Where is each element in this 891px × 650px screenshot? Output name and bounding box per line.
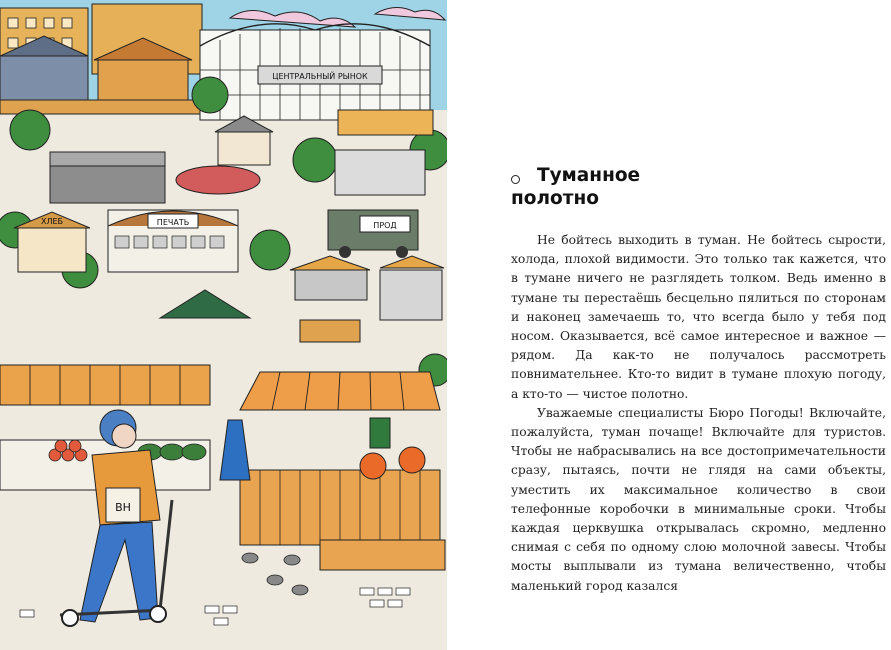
pumpkin <box>360 453 386 479</box>
orange-awning <box>338 110 433 135</box>
grey-house <box>0 56 88 102</box>
paragraph: Не бойтесь выходить в туман. Не бойтесь сырости, холода, плохой видимости. Это только так кажется, что в тумане ничего не разглядеть толком. Ведь именно в тумане ты перестаёшь бесцельно пялиться по сторонам и наконец замечаешь то, что всегда было у тебя под носом. Оказывается, всё самое интересное и важное — рядом. Да как-то не получалось рассмотреть повнимательнее. Кто-то видит в тумане плохую погоду, а кто-то — чистое полотно. <box>511 233 886 401</box>
chapter-title <box>511 164 771 210</box>
print-sign-text: ПЕЧАТЬ <box>156 218 190 227</box>
pallet <box>320 540 445 570</box>
body-text <box>511 231 886 596</box>
stall <box>295 270 367 300</box>
kiosk <box>218 130 270 165</box>
chapter-heading <box>511 164 771 210</box>
vendor <box>370 418 390 448</box>
truck-sign-text: ПРОД <box>373 221 397 230</box>
left-awning <box>0 365 210 405</box>
bread-sign-text: ХЛЕБ <box>40 217 64 226</box>
chapter-title-line2: полотно <box>511 188 599 209</box>
pumpkin <box>399 447 425 473</box>
market-sign-text: ЦЕНТРАЛЬНЫЙ РЫНОК <box>272 72 368 81</box>
circle-bullet-icon <box>511 175 520 184</box>
bread-kiosk <box>18 228 86 272</box>
paragraph: Уважаемые специалисты Бюро Погоды! Включайте, пожалуйста, туман почаще! Включайте для туристов. Чтобы не набрасывались на все достопримечательности сразу, пытаясь, почти не глядя на сами объекты, уместить их максимальное количество в свои телефонные коробочки в минимальные сроки. Чтобы каждая церквушка открывалась скромно, медленно снимая с себя по одному слою молочной завесы. Чтобы мосты выплывали из тумана величественно, чтобы маленький город казался <box>511 405 886 593</box>
flower-bed <box>176 166 260 194</box>
stall <box>380 270 442 320</box>
text-page <box>447 0 891 650</box>
stall-grey <box>50 165 165 203</box>
bag-text: ВН <box>115 501 131 514</box>
chapter-title-line1: Туманное <box>537 165 641 186</box>
bench <box>300 320 360 342</box>
grey-stall <box>335 150 425 195</box>
